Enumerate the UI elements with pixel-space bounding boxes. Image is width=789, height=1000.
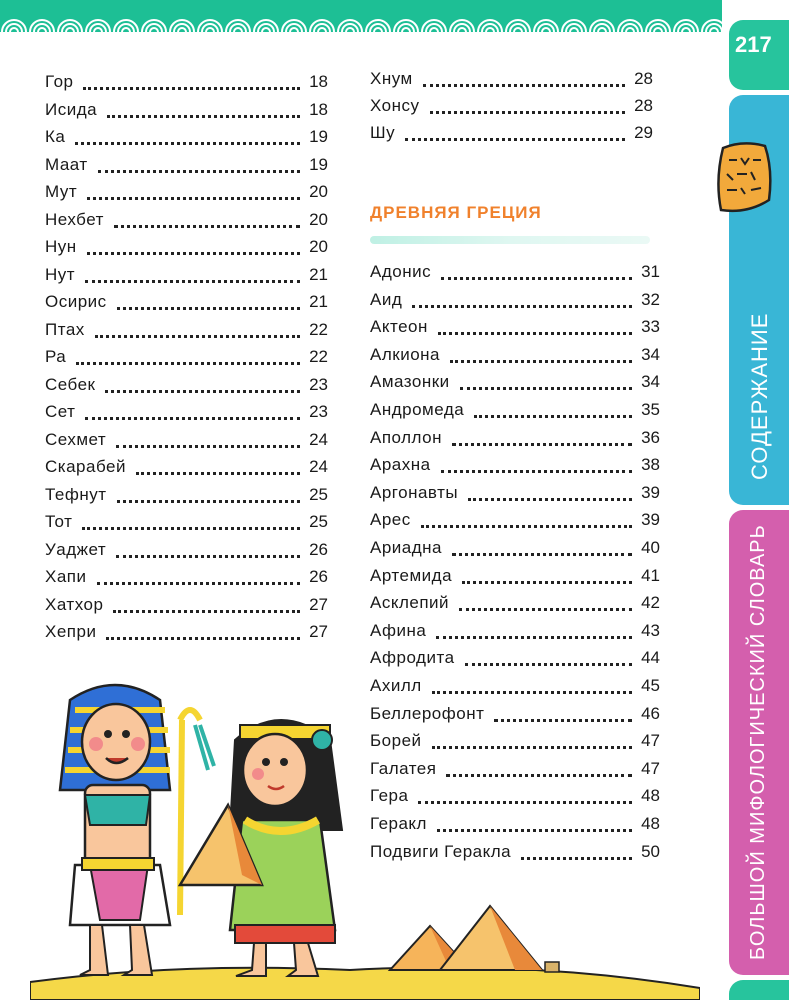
dot-leader	[114, 225, 300, 228]
dot-leader	[436, 636, 632, 639]
entry-name: Хатхор	[45, 594, 104, 614]
dot-leader	[462, 581, 632, 584]
entry-name: Аид	[370, 289, 403, 309]
dot-leader	[87, 197, 300, 200]
entry-name: Хепри	[45, 622, 97, 641]
entry-page-number: 40	[641, 538, 660, 557]
book-title: БОЛЬШОЙ МИФОЛОГИЧЕСКИЙ СЛОВАРЬ	[747, 524, 769, 960]
dot-leader	[441, 277, 632, 280]
section-underline	[370, 236, 650, 244]
toc-entry[interactable]	[45, 155, 328, 183]
entry-page-number: 26	[309, 539, 328, 559]
dot-leader	[452, 443, 632, 446]
entry-page-number: 35	[641, 400, 660, 419]
dot-leader	[474, 415, 632, 418]
toc-entry[interactable]	[370, 621, 660, 649]
page-number-tab	[729, 20, 789, 90]
entry-name: Ка	[45, 127, 66, 146]
entry-name: Ариадна	[370, 538, 443, 557]
entry-name: Тот	[45, 512, 73, 531]
entry-page-number: 23	[309, 374, 328, 394]
arch-icon	[178, 28, 186, 32]
entry-name: Геракл	[370, 814, 427, 833]
dot-leader	[438, 332, 632, 335]
dot-leader	[116, 445, 300, 448]
dot-leader	[98, 170, 300, 173]
entry-name: Хонсу	[370, 96, 420, 115]
arch-icon	[290, 28, 298, 32]
toc-entry[interactable]	[45, 622, 328, 650]
dot-leader	[95, 335, 300, 338]
toc-entry[interactable]	[370, 593, 660, 621]
dot-leader	[136, 472, 300, 475]
dot-leader	[117, 307, 300, 310]
entry-name: Асклепий	[370, 593, 450, 613]
entry-name: Сехмет	[45, 429, 107, 449]
entry-page-number: 31	[641, 262, 660, 281]
toc-entry[interactable]	[45, 265, 328, 293]
toc-entry[interactable]	[45, 100, 328, 128]
entry-name: Борей	[370, 731, 422, 751]
toc-entry[interactable]	[370, 69, 653, 97]
entry-name: Нут	[45, 264, 76, 284]
dot-leader	[421, 525, 632, 528]
dot-leader	[405, 138, 625, 141]
toc-entry[interactable]	[45, 457, 328, 485]
entry-page-number: 39	[641, 510, 660, 530]
dot-leader	[117, 500, 300, 503]
entry-name: Маат	[45, 154, 88, 174]
toc-entry[interactable]	[45, 320, 328, 348]
entry-page-number: 19	[309, 127, 328, 146]
dot-leader	[107, 115, 300, 118]
dot-leader	[468, 498, 632, 501]
arch-pattern	[0, 0, 722, 32]
clay-tablet-icon	[713, 140, 773, 218]
toc-entry[interactable]	[45, 430, 328, 458]
dot-leader	[465, 663, 632, 666]
entry-page-number: 23	[309, 402, 328, 421]
toc-entry[interactable]	[45, 347, 328, 375]
entry-page-number: 43	[641, 620, 660, 640]
entry-name: Нехбет	[45, 209, 104, 229]
entry-name: Аргонавты	[370, 482, 459, 502]
entry-page-number: 48	[641, 814, 660, 833]
arch-icon	[486, 28, 494, 32]
toc-entry[interactable]	[370, 96, 653, 124]
arch-icon	[458, 28, 466, 32]
entry-name: Хапи	[45, 567, 87, 586]
pyramids-icon	[390, 906, 559, 972]
dot-leader	[76, 362, 300, 365]
entry-page-number: 18	[309, 99, 328, 119]
dot-leader	[97, 582, 301, 585]
entry-page-number: 29	[634, 123, 653, 142]
toc-entry[interactable]	[370, 455, 660, 483]
arch-icon	[654, 28, 662, 32]
toc-entry[interactable]	[370, 428, 660, 456]
entry-page-number: 42	[641, 593, 660, 613]
entry-name: Исида	[45, 99, 98, 119]
entry-name: Алкиона	[370, 344, 440, 364]
egyptian-children-illustration	[30, 670, 700, 1000]
toc-entry[interactable]	[45, 127, 328, 155]
arch-icon	[94, 28, 102, 32]
toc-entry[interactable]	[370, 566, 660, 594]
entry-page-number: 20	[309, 182, 328, 201]
toc-entry[interactable]	[45, 182, 328, 210]
arch-icon	[598, 28, 606, 32]
toc-entry[interactable]	[45, 512, 328, 540]
entry-page-number: 34	[641, 344, 660, 364]
arch-icon	[122, 28, 130, 32]
entry-name: Гера	[370, 786, 409, 806]
dot-leader	[85, 280, 300, 283]
entry-name: Арес	[370, 510, 411, 530]
entry-page-number: 28	[634, 69, 653, 88]
entry-page-number: 24	[309, 429, 328, 449]
entry-page-number: 20	[309, 209, 328, 229]
toc-entry[interactable]	[45, 402, 328, 430]
entry-name: Ахилл	[370, 676, 422, 695]
contents-label: СОДЕРЖАНИЕ	[747, 312, 772, 480]
entry-page-number: 24	[309, 457, 328, 476]
toc-entry[interactable]	[45, 237, 328, 265]
entry-name: Сет	[45, 402, 76, 421]
entry-name: Ра	[45, 347, 67, 366]
entry-name: Себек	[45, 374, 96, 394]
arch-icon	[402, 28, 410, 32]
dot-leader	[113, 610, 300, 613]
entry-page-number: 44	[641, 648, 660, 668]
entry-name: Арахна	[370, 455, 431, 475]
entry-name: Актеон	[370, 317, 428, 337]
dot-leader	[83, 87, 300, 90]
entry-name: Шу	[370, 123, 396, 142]
entry-page-number: 26	[309, 567, 328, 586]
entry-name: Тефнут	[45, 484, 107, 504]
entry-page-number: 32	[641, 289, 660, 309]
toc-entry[interactable]	[370, 538, 660, 566]
toc-entry[interactable]	[45, 72, 328, 100]
dot-leader	[423, 84, 625, 87]
bottom-tab	[729, 980, 789, 1000]
toc-entry[interactable]	[45, 567, 328, 595]
entry-page-number: 20	[309, 237, 328, 256]
entry-name: Афродита	[370, 648, 455, 668]
toc-entry[interactable]	[45, 485, 328, 513]
dot-leader	[452, 553, 632, 556]
toc-entry[interactable]	[45, 375, 328, 403]
entry-page-number: 33	[641, 317, 660, 337]
arch-icon	[374, 28, 382, 32]
book-title-tab[interactable]	[729, 510, 789, 975]
entry-page-number: 22	[309, 319, 328, 339]
arch-icon	[150, 28, 158, 32]
dot-leader	[87, 252, 300, 255]
arch-icon	[234, 28, 242, 32]
page-number: 217	[735, 32, 772, 57]
dot-leader	[116, 555, 300, 558]
toc-entry[interactable]	[370, 483, 660, 511]
dot-leader	[412, 305, 632, 308]
toc-entry[interactable]	[45, 540, 328, 568]
dot-leader	[106, 637, 300, 640]
arch-icon	[206, 28, 214, 32]
entry-page-number: 46	[641, 703, 660, 723]
entry-page-number: 21	[309, 292, 328, 311]
entry-name: Гор	[45, 72, 74, 91]
entry-name: Мут	[45, 182, 78, 201]
entry-page-number: 50	[641, 841, 660, 861]
entry-name: Афина	[370, 620, 427, 640]
toc-entry[interactable]	[370, 317, 660, 345]
entry-name: Беллерофонт	[370, 703, 485, 723]
entry-page-number: 41	[641, 565, 660, 585]
arch-icon	[710, 28, 718, 32]
entry-page-number: 34	[641, 372, 660, 392]
entry-name: Аполлон	[370, 427, 442, 447]
entry-name: Амазонки	[370, 372, 450, 392]
entry-page-number: 27	[309, 622, 328, 641]
entry-page-number: 38	[641, 455, 660, 475]
toc-entry[interactable]	[370, 123, 653, 151]
pharaoh-boy-figure	[60, 685, 214, 975]
arch-icon	[66, 28, 74, 32]
toc-entry[interactable]	[45, 595, 328, 623]
toc-entry[interactable]	[370, 262, 660, 290]
top-decorative-band	[0, 0, 722, 32]
entry-name: Нун	[45, 237, 77, 256]
entry-page-number: 45	[641, 676, 660, 695]
entry-name: Адонис	[370, 262, 432, 281]
toc-entry[interactable]	[370, 510, 660, 538]
arch-icon	[38, 28, 46, 32]
entry-name: Осирис	[45, 292, 107, 311]
arch-icon	[626, 28, 634, 32]
arch-icon	[682, 28, 690, 32]
section-title-ancient-greece: ДРЕВНЯЯ ГРЕЦИЯ	[370, 203, 542, 222]
entry-page-number: 22	[309, 347, 328, 366]
arch-icon	[10, 28, 18, 32]
dot-leader	[450, 360, 632, 363]
entry-page-number: 39	[641, 482, 660, 502]
toc-entry[interactable]	[370, 400, 660, 428]
entry-page-number: 48	[641, 786, 660, 806]
entry-page-number: 28	[634, 96, 653, 115]
dot-leader	[85, 417, 300, 420]
entry-name: Уаджет	[45, 539, 107, 559]
arch-icon	[570, 28, 578, 32]
arch-icon	[318, 28, 326, 32]
entry-name: Птах	[45, 319, 85, 339]
entry-page-number: 18	[309, 72, 328, 91]
entry-page-number: 21	[309, 264, 328, 284]
entry-page-number: 47	[641, 758, 660, 778]
entry-name: Хнум	[370, 69, 413, 88]
arch-icon	[262, 28, 270, 32]
dot-leader	[105, 390, 300, 393]
dot-leader	[430, 111, 626, 114]
entry-page-number: 25	[309, 512, 328, 531]
dot-leader	[460, 387, 632, 390]
entry-page-number: 36	[641, 427, 660, 447]
toc-entry[interactable]	[45, 210, 328, 238]
dot-leader	[441, 470, 632, 473]
toc-entry[interactable]	[370, 345, 660, 373]
entry-page-number: 47	[641, 731, 660, 751]
toc-entry[interactable]	[45, 292, 328, 320]
dot-leader	[75, 142, 300, 145]
arch-icon	[542, 28, 550, 32]
arch-icon	[514, 28, 522, 32]
entry-name: Галатея	[370, 758, 437, 778]
entry-name: Артемида	[370, 565, 453, 585]
arch-icon	[346, 28, 354, 32]
arch-icon	[430, 28, 438, 32]
entry-name: Подвиги Геракла	[370, 841, 512, 861]
dot-leader	[459, 608, 632, 611]
entry-page-number: 27	[309, 594, 328, 614]
toc-entry[interactable]	[370, 372, 660, 400]
dot-leader	[82, 527, 300, 530]
toc-entry[interactable]	[370, 290, 660, 318]
entry-name: Скарабей	[45, 457, 126, 476]
entry-page-number: 19	[309, 154, 328, 174]
entry-name: Андромеда	[370, 400, 465, 419]
entry-page-number: 25	[309, 484, 328, 504]
